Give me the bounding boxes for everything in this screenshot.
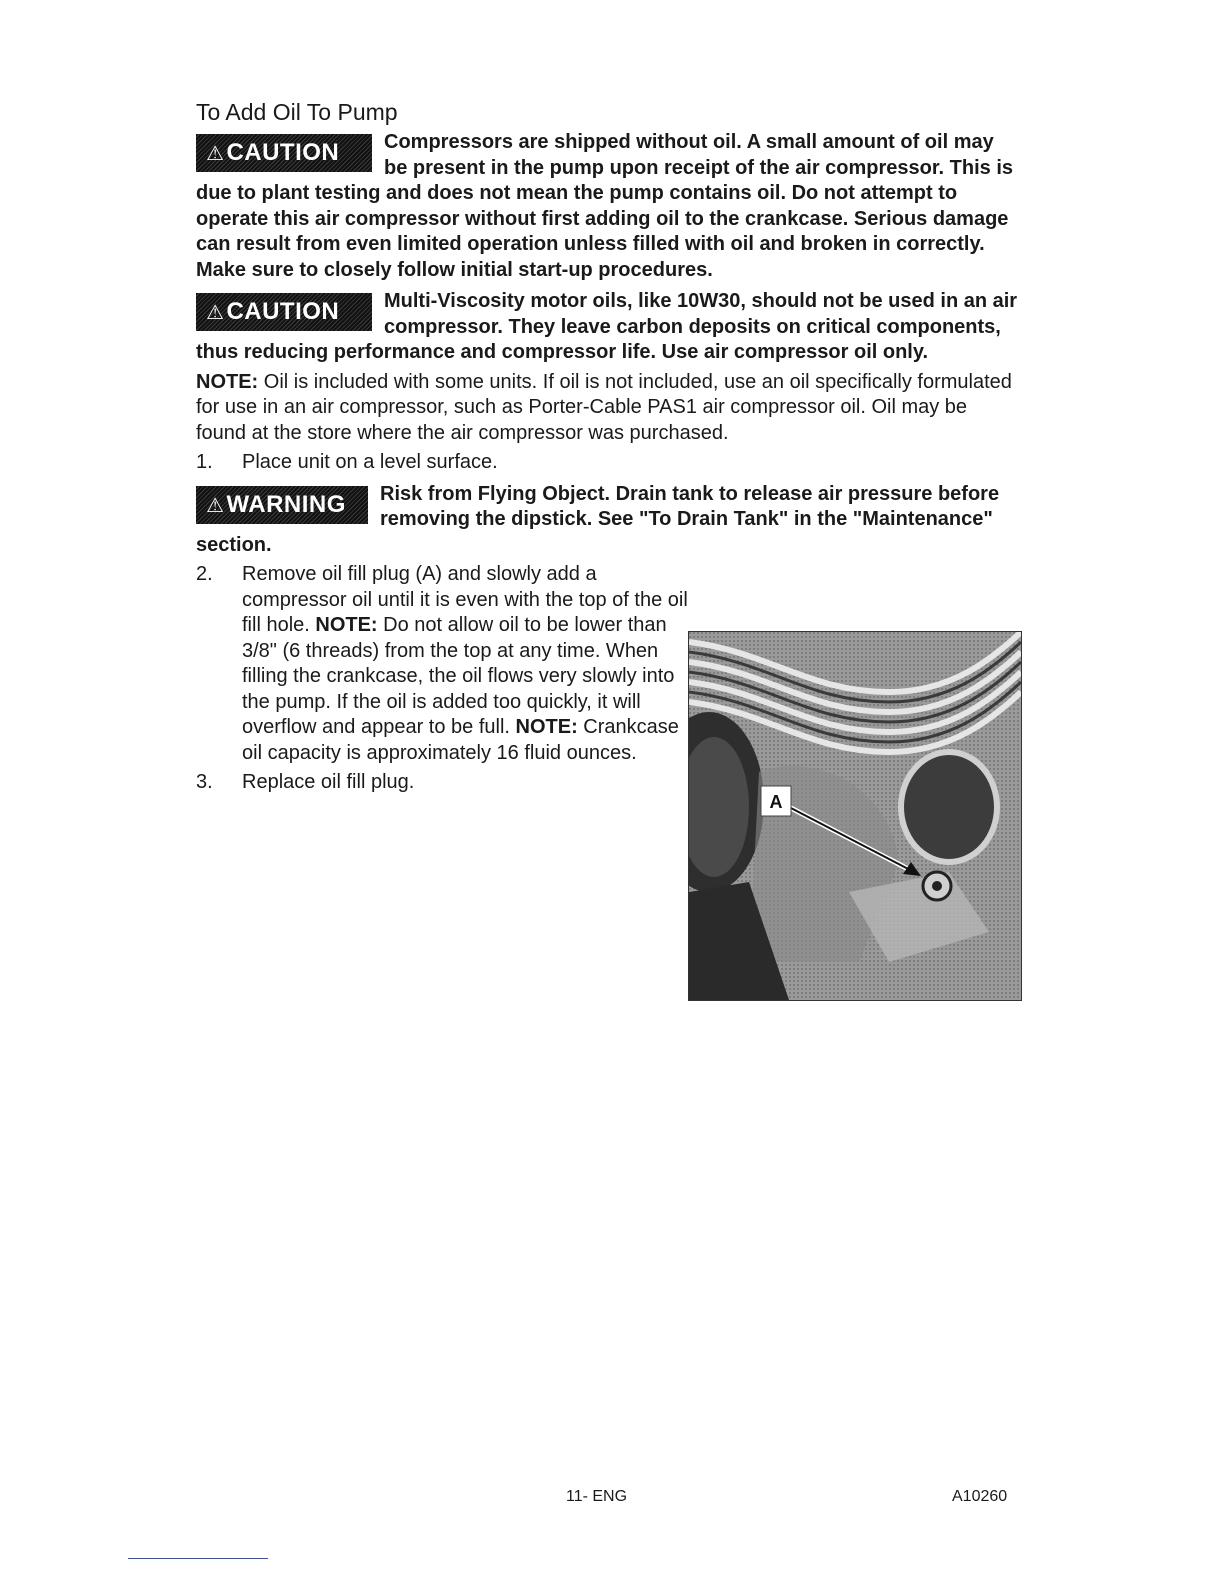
warning-badge xyxy=(196,486,368,524)
step-number: 2. xyxy=(196,563,213,585)
note-label: NOTE: xyxy=(196,370,259,393)
step-text-part-1: Remove oil fill plug (A) and slowly add a compressor oil until it is even with the top of the oil fill hole. xyxy=(242,563,688,636)
caution-badge-label: CAUTION xyxy=(226,298,340,325)
warning-triangle-icon: ⚠ xyxy=(206,302,225,324)
caution-block-1 xyxy=(196,130,1022,283)
warning-triangle-icon: ⚠ xyxy=(206,494,225,517)
page-number: 11- ENG xyxy=(566,1488,628,1505)
footer-rule xyxy=(128,1558,268,1559)
warning-block xyxy=(196,482,1022,559)
caution-text-1: Compressors are shipped without oil. A small amount of oil may be present in the pump upon receipt of the air compressor. This is due to plant testing and does not mean the pump contains oil. Do not attempt to operate this air compressor without first adding oil to the crankcase. Serious damage can result from even limited operation unless filled with oil and broken in correctly. Make sure to closely follow initial start-up procedures. xyxy=(196,131,1014,281)
oil-fill-plug-photo xyxy=(688,631,1022,1001)
note-label: NOTE: xyxy=(515,716,578,738)
step-text: Place unit on a level surface. xyxy=(242,451,498,473)
warning-triangle-icon: ⚠ xyxy=(206,143,225,165)
caution-badge xyxy=(196,293,372,331)
section-title: To Add Oil To Pump xyxy=(196,99,398,125)
warning-text: Risk from Flying Object. Drain tank to release air pressure before removing the dipstick. See "To Drain Tank" in the "Maintenance" section. xyxy=(196,482,1000,556)
step-2 xyxy=(196,562,692,766)
callout-label: A xyxy=(769,792,783,812)
warning-badge-label: WARNING xyxy=(226,490,346,518)
caution-block-2 xyxy=(196,289,1022,366)
caution-badge xyxy=(196,134,372,172)
caution-text-2: Multi-Viscosity motor oils, like 10W30, should not be used in an air compressor. They leave carbon deposits on critical components, thus reducing performance and compressor life. Use air compressor oil only. xyxy=(196,290,1018,363)
document-code: A10260 xyxy=(952,1488,1008,1505)
caution-badge-label: CAUTION xyxy=(226,139,340,166)
note-label: NOTE: xyxy=(315,614,378,636)
step-1 xyxy=(196,450,1022,476)
note-paragraph xyxy=(196,370,1022,447)
step-text: Replace oil fill plug. xyxy=(242,771,415,793)
pump-illustration xyxy=(689,632,1021,1000)
step-number: 1. xyxy=(196,451,213,473)
step-text-part-3: Crankcase oil capacity is approximately 16 fluid ounces. xyxy=(242,716,679,764)
step-text-part-2: Do not allow oil to be lower than 3/8" (6 threads) from the top at any time. When filling the crankcase, the oil flows very slowly into the pump. If the oil is added too quickly, it will overflow and appear to be full. xyxy=(242,614,675,738)
step-number: 3. xyxy=(196,771,213,793)
note-text: Oil is included with some units. If oil is not included, use an oil specifically formulated for use in an air compressor, such as Porter-Cable PAS1 air compressor oil. Oil may be found at the store where the air compressor was purchased. xyxy=(196,370,1012,444)
